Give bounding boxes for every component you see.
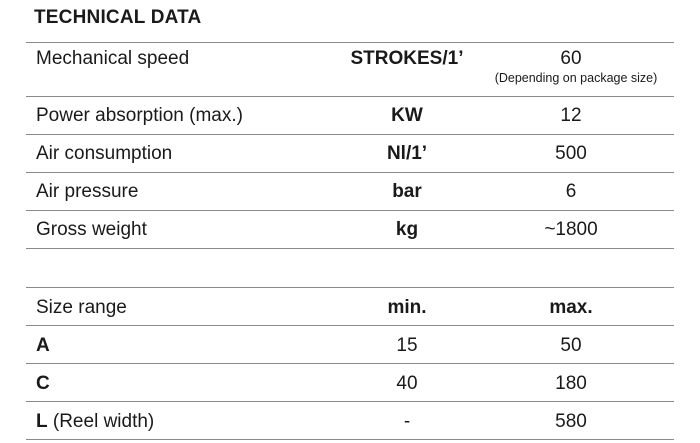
size-max-value: 180 [555,373,587,394]
spec-row-air-consumption [26,134,674,173]
spec-unit: bar [392,181,422,202]
size-table-bottom-rule [26,439,674,440]
size-label: L [36,411,48,432]
size-min-value: 40 [396,373,418,394]
spec-unit: kg [395,219,419,240]
spec-label: Air consumption [36,143,173,164]
size-min-value: 15 [396,335,418,356]
size-max-value: 580 [555,411,587,432]
spec-value: 60 [560,48,582,69]
size-min-value: - [403,411,411,432]
size-max-header: max. [549,297,593,318]
size-min-header: min. [387,297,427,318]
size-label: A [36,335,50,356]
spec-row-air-pressure [26,172,674,211]
spec-note: (Depending on package size) [494,71,658,85]
size-label: C [36,373,50,394]
size-range-label: Size range [36,297,127,318]
size-row-c [26,363,674,402]
spec-unit: Nl/1’ [386,143,428,164]
size-max-value: 50 [560,335,582,356]
spec-label: Gross weight [36,219,147,240]
spec-unit: STROKES/1’ [350,48,464,69]
spec-row-gross-weight [26,210,674,249]
spec-label: Air pressure [36,181,139,202]
spec-label: Power absorption (max.) [36,105,243,126]
spec-label: Mechanical speed [36,48,190,69]
section-title: TECHNICAL DATA [34,7,202,28]
size-row-l [26,401,674,440]
spec-value: 6 [565,181,577,202]
spec-row-power-absorption [26,96,674,135]
size-label-suffix: (Reel width) [47,411,155,432]
spec-value: ~1800 [544,219,598,240]
spec-value: 500 [555,143,587,164]
spec-unit: KW [391,105,423,126]
size-row-a [26,325,674,364]
spec-row-mechanical-speed [26,42,674,97]
size-range-header [26,287,674,326]
spec-value: 12 [560,105,582,126]
spec-table-bottom-rule [26,248,674,249]
